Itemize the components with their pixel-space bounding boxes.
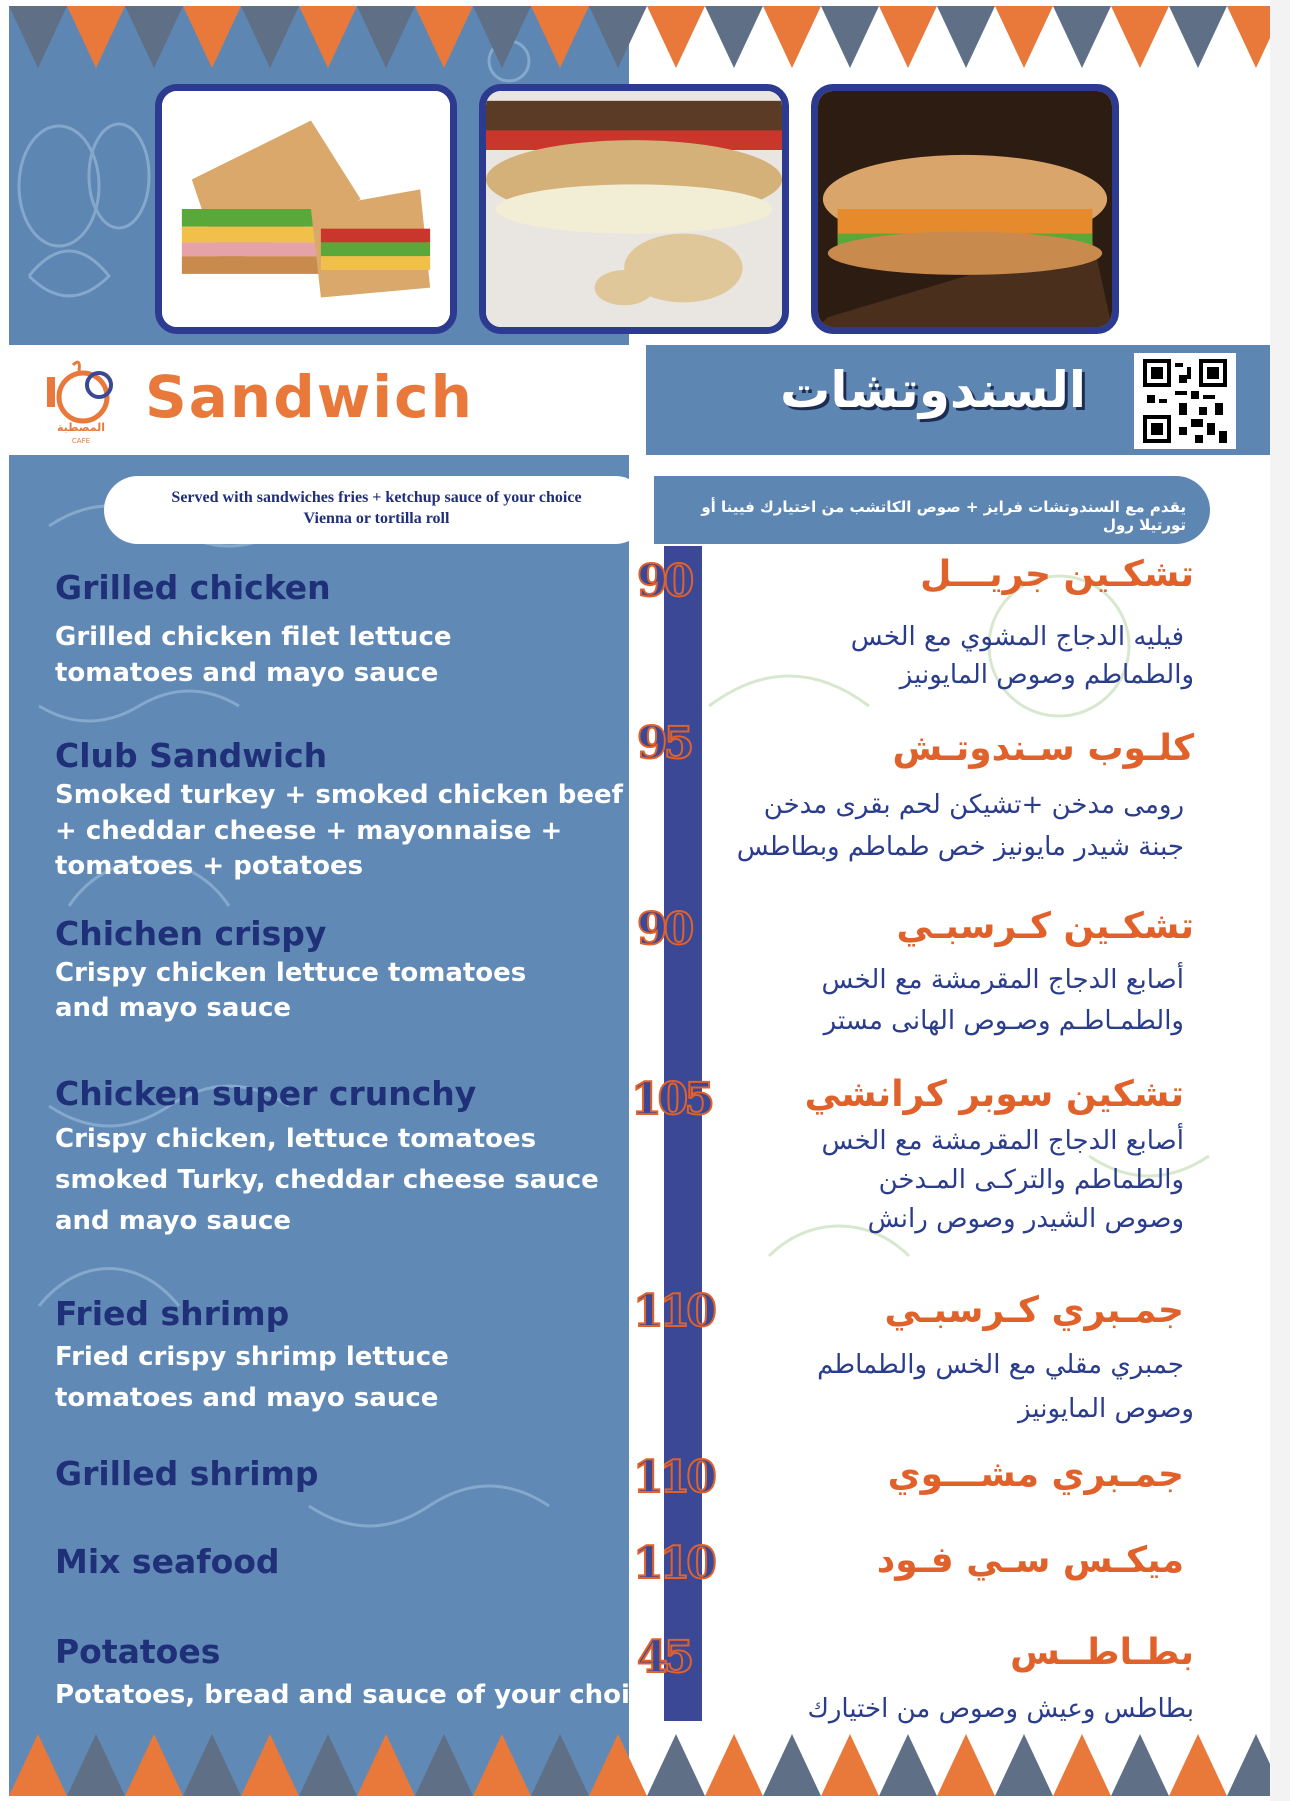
arabic-desc-line: فيليه الدجاج المشوي مع الخس: [850, 622, 1184, 652]
bunting-flag: [357, 1734, 415, 1796]
arabic-name-chicken-super-crunchy: تشكين سوبر كرانشي: [804, 1074, 1184, 1115]
price-potatoes: 45: [637, 1632, 691, 1683]
bunting-flag: [1053, 1734, 1111, 1796]
club-sandwich-photo: [155, 84, 457, 334]
bunting-flag: [125, 1734, 183, 1796]
bunting-flag: [415, 1734, 473, 1796]
arabic-desc-line: أصابع الدجاج المقرمشة مع الخس: [821, 1126, 1184, 1156]
price-chicken-super-crunchy: 105: [631, 1074, 711, 1125]
logo-subtext: CAFE: [71, 437, 91, 445]
bunting-flag: [473, 1734, 531, 1796]
bunting-flag: [1169, 6, 1227, 68]
arabic-desc-line: جمبري مقلي مع الخس والطماطم: [817, 1350, 1184, 1380]
english-served-with-note: [104, 476, 649, 544]
price-mix-seafood: 110: [633, 1538, 713, 1589]
arabic-desc-line: وصوص المايونيز: [1018, 1394, 1194, 1424]
bunting-flag: [1169, 1734, 1227, 1796]
item-desc-line: Fried crispy shrimp lettuce: [55, 1342, 449, 1372]
english-note-line-2: Vienna or tortilla roll: [303, 510, 450, 527]
item-desc-line: Potatoes, bread and sauce of your choice: [55, 1680, 664, 1710]
bunting-flag: [995, 6, 1053, 68]
arabic-desc-line: والطمـاطـم وصـوص الهانى مستر: [823, 1006, 1184, 1036]
chicken-sub-photo: [811, 84, 1119, 334]
shrimp-sandwich-photo: [479, 84, 789, 334]
item-name-mix-seafood: Mix seafood: [55, 1542, 280, 1581]
item-desc-line: smoked Turky, cheddar cheese sauce: [55, 1165, 599, 1195]
item-desc-line: tomatoes + potatoes: [55, 851, 364, 881]
bunting-flag: [937, 6, 995, 68]
bunting-flag: [9, 6, 67, 68]
bunting-flag: [415, 6, 473, 68]
price-chicken-crispy: 90: [637, 904, 691, 955]
arabic-name-mix-seafood: ميكـس سـي فـود: [876, 1540, 1184, 1581]
bunting-flag: [183, 6, 241, 68]
arabic-desc-line: جبنة شيدر مايونيز خص طماطم وبطاطس: [736, 832, 1184, 862]
bunting-flag: [589, 6, 647, 68]
arabic-desc-line: رومى مدخن +تشيكن لحم بقرى مدخن: [763, 790, 1184, 820]
bunting-flag: [125, 6, 183, 68]
bunting-flag: [705, 1734, 763, 1796]
item-desc-line: Smoked turkey + smoked chicken beef: [55, 780, 623, 810]
bunting-flag: [9, 1734, 67, 1796]
item-name-grilled-shrimp: Grilled shrimp: [55, 1454, 319, 1493]
arabic-name-chicken-crispy: تشكـين كـرسبـي: [896, 906, 1194, 947]
arabic-name-fried-shrimp: جمـبري كـرسبـي: [884, 1290, 1184, 1331]
bunting-flag: [879, 1734, 937, 1796]
bunting-flag: [531, 6, 589, 68]
item-desc-line: and mayo sauce: [55, 1206, 291, 1236]
arabic-desc-line: بطاطس وعيش وصوص من اختيارك: [807, 1694, 1194, 1724]
arabic-desc-line: وصوص الشيدر وصوص رانش: [867, 1204, 1184, 1234]
item-desc-line: Crispy chicken lettuce tomatoes: [55, 958, 527, 988]
arabic-desc-line: والطماطم وصوص المايونيز: [899, 660, 1194, 690]
bunting-flag: [879, 6, 937, 68]
bunting-flag: [1053, 6, 1111, 68]
bunting-flag: [299, 6, 357, 68]
item-desc-line: Grilled chicken filet lettuce: [55, 622, 452, 652]
bunting-flag: [67, 6, 125, 68]
qr-code[interactable]: [1134, 353, 1236, 449]
bunting-flag: [705, 6, 763, 68]
cafe-logo: [43, 357, 119, 447]
item-name-chicken-crispy: Chichen crispy: [55, 914, 327, 953]
bunting-flag: [241, 1734, 299, 1796]
english-note-line-1: Served with sandwiches fries + ketchup sauce of your choice: [171, 489, 582, 506]
price-grilled-shrimp: 110: [633, 1452, 713, 1503]
bunting-flag: [763, 1734, 821, 1796]
arabic-name-potatoes: بطـاطــس: [1010, 1632, 1194, 1673]
arabic-desc-line: أصابع الدجاج المقرمشة مع الخس: [821, 965, 1184, 995]
bunting-flag: [183, 1734, 241, 1796]
item-name-potatoes: Potatoes: [55, 1632, 221, 1671]
bunting-flag: [357, 6, 415, 68]
arabic-header: [646, 345, 1279, 455]
arabic-name-club-sandwich: كلـوب سـندوتـش: [892, 728, 1194, 769]
item-name-grilled-chicken: Grilled chicken: [55, 568, 331, 607]
item-desc-line: and mayo sauce: [55, 993, 291, 1023]
qr-code-icon: [1140, 359, 1230, 443]
item-desc-line: Crispy chicken, lettuce tomatoes: [55, 1124, 537, 1154]
price-club-sandwich: 95: [637, 718, 691, 769]
bunting-flag: [299, 1734, 357, 1796]
arabic-name-grilled-chicken: تشكـين جريـــل: [920, 554, 1194, 595]
menu-page: [9, 6, 1279, 1796]
item-name-chicken-super-crunchy: Chicken super crunchy: [55, 1074, 477, 1113]
english-title: Sandwich: [145, 363, 474, 431]
bottom-bunting: [9, 1726, 1279, 1796]
bunting-flag: [821, 1734, 879, 1796]
bunting-flag: [473, 6, 531, 68]
item-desc-line: tomatoes and mayo sauce: [55, 658, 439, 688]
arabic-desc-line: والطماطم والتركـى المـدخن: [878, 1165, 1184, 1195]
bunting-flag: [1111, 6, 1169, 68]
bunting-flag: [995, 1734, 1053, 1796]
item-name-club-sandwich: Club Sandwich: [55, 736, 328, 775]
price-fried-shrimp: 110: [633, 1286, 713, 1337]
bunting-flag: [589, 1734, 647, 1796]
bunting-flag: [937, 1734, 995, 1796]
english-header: [9, 345, 629, 455]
bunting-flag: [531, 1734, 589, 1796]
bunting-flag: [647, 6, 705, 68]
bunting-flag: [241, 6, 299, 68]
bunting-flag: [763, 6, 821, 68]
top-bunting: [9, 6, 1279, 76]
page-edge: [1270, 0, 1290, 1801]
bunting-flag: [821, 6, 879, 68]
arabic-title: السندوتشات: [780, 361, 1086, 419]
item-name-fried-shrimp: Fried shrimp: [55, 1294, 290, 1333]
arabic-name-grilled-shrimp: جمـبري مشـــوي: [887, 1454, 1184, 1495]
item-desc-line: + cheddar cheese + mayonnaise +: [55, 816, 563, 846]
price-grilled-chicken: 90: [637, 556, 691, 607]
bunting-flag: [647, 1734, 705, 1796]
item-desc-line: tomatoes and mayo sauce: [55, 1383, 439, 1413]
bunting-flag: [67, 1734, 125, 1796]
bunting-flag: [1111, 1734, 1169, 1796]
logo-text: المصطبة: [57, 421, 105, 434]
arabic-served-with-note: يقدم مع السندوتشات فرايز + صوص الكاتشب من اختيارك فيينا أو تورتيلا رول: [654, 476, 1210, 544]
